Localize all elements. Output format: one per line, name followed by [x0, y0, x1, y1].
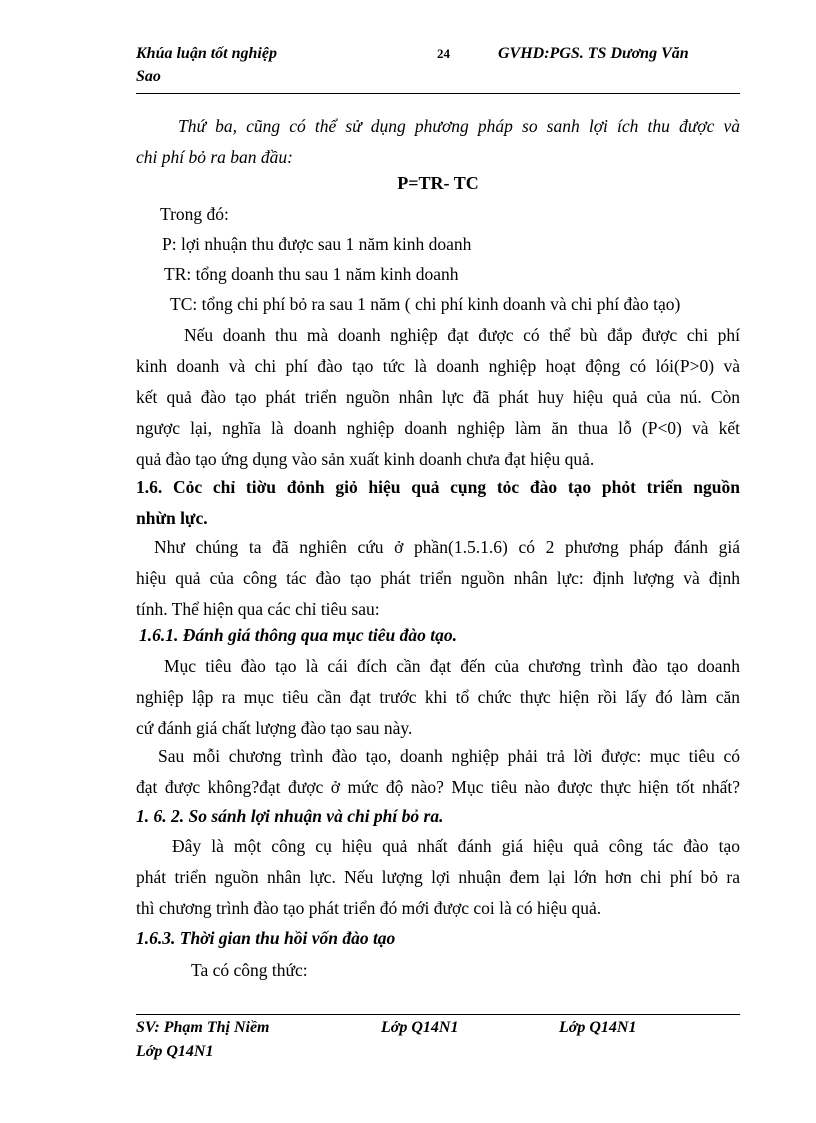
formula-intro: Ta có công thức:	[191, 960, 308, 980]
footer-rule	[136, 1014, 740, 1015]
intro-line-2: chi phí bỏ ra ban đầu:	[136, 147, 294, 167]
paragraph-revenue	[136, 320, 740, 475]
intro-paragraph	[136, 111, 740, 173]
footer-student: SV: Phạm Thị Niềm	[136, 1019, 270, 1036]
heading-1-6-line: 1.6. Cỏc chỉ tiờu đỏnh giỏ hiệu quả cụng tỏc đào tạo phỏt triển nguồn	[136, 477, 740, 497]
definition-tr: TR: tổng doanh thu sau 1 năm kinh doanh	[164, 264, 459, 284]
para1-line: Nếu doanh thu mà doanh nghiệp đạt được có thể bù đắp được chi phí	[184, 325, 740, 345]
header-supervisor-cont: Sao	[136, 68, 161, 85]
heading-1-6-2: 1. 6. 2. So sánh lợi nhuận và chi phí bỏ ra.	[136, 806, 444, 826]
para2-line: hiệu quả của công tác đào tạo phát triển nguồn nhân lực: định lượng và định	[136, 568, 740, 588]
para5-line: thì chương trình đào tạo phát triển đó mới được coi là có hiệu quả.	[136, 898, 602, 918]
header-rule	[136, 93, 740, 94]
heading-1-6-1: 1.6.1. Đánh giá thông qua mục tiêu đào tạo.	[139, 625, 457, 645]
definition-p: P: lợi nhuận thu được sau 1 năm kinh doanh	[162, 234, 472, 254]
paragraph-profit-cost	[136, 831, 740, 924]
where-label: Trong đó:	[160, 204, 229, 224]
heading-1-6-3: 1.6.3. Thời gian thu hồi vốn đào tạo	[136, 928, 396, 948]
para1-line: kết quả đào tạo phát triển nguồn nhân lực đã phát huy hiệu quả của nú. Còn	[136, 387, 740, 407]
paragraph-after-training	[136, 741, 740, 803]
heading-1-6	[136, 472, 740, 534]
para1-line: kinh doanh và chi phí đào tạo tức là doanh nghiệp hoạt động có lói(P>0) và	[136, 356, 740, 376]
heading-1-6-line: nhừn lực.	[136, 508, 208, 528]
footer-class: Lớp Q14N1	[136, 1043, 214, 1060]
para5-line: Đây là một công cụ hiệu quả nhất đánh giá hiệu quả công tác đào tạo	[172, 836, 740, 856]
para5-line: phát triển nguồn nhân lực. Nếu lượng lợi nhuận đem lại lớn hơn chi phí bỏ ra	[136, 867, 740, 887]
para3-line: cứ đánh giá chất lượng đào tạo sau này.	[136, 718, 413, 738]
header-title: Khúa luận tốt nghiệp	[136, 45, 277, 62]
page-number: 24	[437, 46, 450, 61]
para3-line: Mục tiêu đào tạo là cái đích cần đạt đến của chương trình đào tạo doanh	[164, 656, 740, 676]
para3-line: nghiệp lập ra mục tiêu cần đạt trước khi tổ chức thực hiện rồi lấy đó làm căn	[136, 687, 740, 707]
para2-line: tính. Thể hiện qua các chỉ tiêu sau:	[136, 599, 380, 619]
footer-class: Lớp Q14N1	[381, 1019, 459, 1036]
intro-line-1: Thứ ba, cũng có thể sử dụng phương pháp so sanh lợi ích thu được và	[178, 116, 740, 136]
para2-line: Như chúng ta đã nghiên cứu ở phần(1.5.1.6) có 2 phương pháp đánh giá	[154, 537, 740, 557]
header-supervisor: GVHD:PGS. TS Dương Văn	[498, 45, 689, 62]
para4-line: đạt được không?đạt được ở mức độ nào? Mục tiêu nào được thực hiện tốt nhất?	[136, 777, 740, 797]
footer-class: Lớp Q14N1	[559, 1019, 637, 1036]
paragraph-objectives	[136, 651, 740, 744]
para1-line: ngược lại, nghĩa là doanh nghiệp doanh nghiệp làm ăn thua lỗ (P<0) và kết	[136, 418, 740, 438]
paragraph-methods	[136, 532, 740, 625]
para1-line: quả đào tạo ứng dụng vào sản xuất kinh doanh chưa đạt hiệu quả.	[136, 449, 595, 469]
para4-line: Sau mỗi chương trình đào tạo, doanh nghiệp phải trả lời được: mục tiêu có	[158, 746, 740, 766]
definition-tc: TC: tổng chi phí bỏ ra sau 1 năm ( chi phí kinh doanh và chi phí đào tạo)	[170, 294, 681, 314]
formula: P=TR- TC	[397, 173, 479, 193]
